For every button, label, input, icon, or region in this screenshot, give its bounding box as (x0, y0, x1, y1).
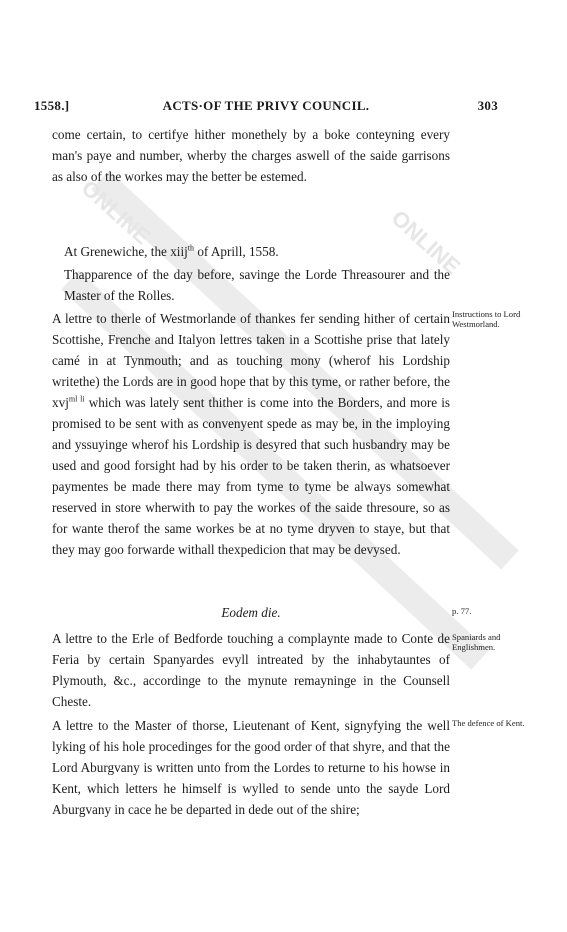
paragraph-2 (52, 308, 450, 560)
header-year: 1558.] (34, 98, 70, 113)
meeting-heading (64, 241, 462, 262)
paragraph-bedforde (52, 628, 450, 712)
eodem-die: Eodem die. (221, 605, 281, 620)
paragraph-1: come certain, to certifye hither monethely by a boke conteyning every man's paye and number, wherby the charges aswell of the saide garrisons as also of the workes may the better be estemed. (52, 127, 450, 184)
paragraph-3: A lettre to the Erle of Bedforde touching a complayntе made to Conte de Feria by certain Spanyardes evyll intreated by the inhabytauntes of Plymouth, &c., accordinge to the mynute remayninge in the Counsell Cheste. (52, 631, 450, 709)
eodem-die-heading (52, 602, 450, 623)
attendance-text: Thapparence of the day before, savinge the Lorde Threasourer and the Master of the Rolles. (64, 267, 450, 303)
p2-post: which was lately sent thither is come into the Borders, and more is promised to be sent with as convenyent spede as may be, in the imploying and yssuyinge wherof his Lordship is desyred that such husbandry may be used and good forsight had by his order to be taken therin, as whatsoever paymentes be made there may from tyme to tyme be always somewhat reserved in store wherwith to pay the workes of the saide thresoure, so as for wante therof the same workes be at no tyme dryven to staye, but that they may goo forwarde withall thexpedicion that may be devysed. (52, 395, 450, 557)
p2-sup: ml li (68, 394, 85, 404)
meeting-heading-post: of Aprill, 1558. (194, 244, 279, 259)
p2-pre: A lettre to therle of Westmorlande of thankes fer sending hither of certain Scottishe, Frenche and Italyon lettres taken in a Scottishe prise that lately camé in at Tynmouth; and as touching mony (wherof his Lordship writethe) the Lords are in good hope that by this tyme, or rather before, the xvj (52, 311, 450, 410)
watermark-text: ONLINE (386, 205, 466, 280)
header-title: ACTS·OF THE PRIVY COUNCIL. (162, 98, 370, 113)
margin-note-page-ref: p. 77. (452, 606, 472, 616)
meeting-heading-sup: th (187, 243, 195, 253)
attendance-block (52, 264, 450, 306)
meeting-heading-pre: At Grenewiche, the xiij (64, 244, 188, 259)
paragraph-4: A lettre to the Master of thorse, Lieutenant of Kent, signyfying the well lyking of his hole procedinges for the good order of that shyre, and that the Lord Aburgvany is written unto from the Lordes to returne to his howse in Kent, which letters he himself is wylled to sende unto the sayde Lord Aburgvany in cace he be departed in dede out of the shire; (52, 718, 450, 817)
page-number: 303 (477, 98, 498, 113)
margin-note-instructions: Instructions to Lord Westmorland. (452, 309, 521, 329)
paragraph-westmorland (52, 308, 450, 560)
margin-note-kent: The defence of Kent. (452, 718, 525, 728)
watermark-text-2: ONLINE (76, 175, 156, 250)
paragraph-continuation (52, 124, 450, 187)
margin-note-spaniards: Spaniards and Englishmen. (452, 632, 501, 652)
paragraph-kent (52, 715, 450, 820)
